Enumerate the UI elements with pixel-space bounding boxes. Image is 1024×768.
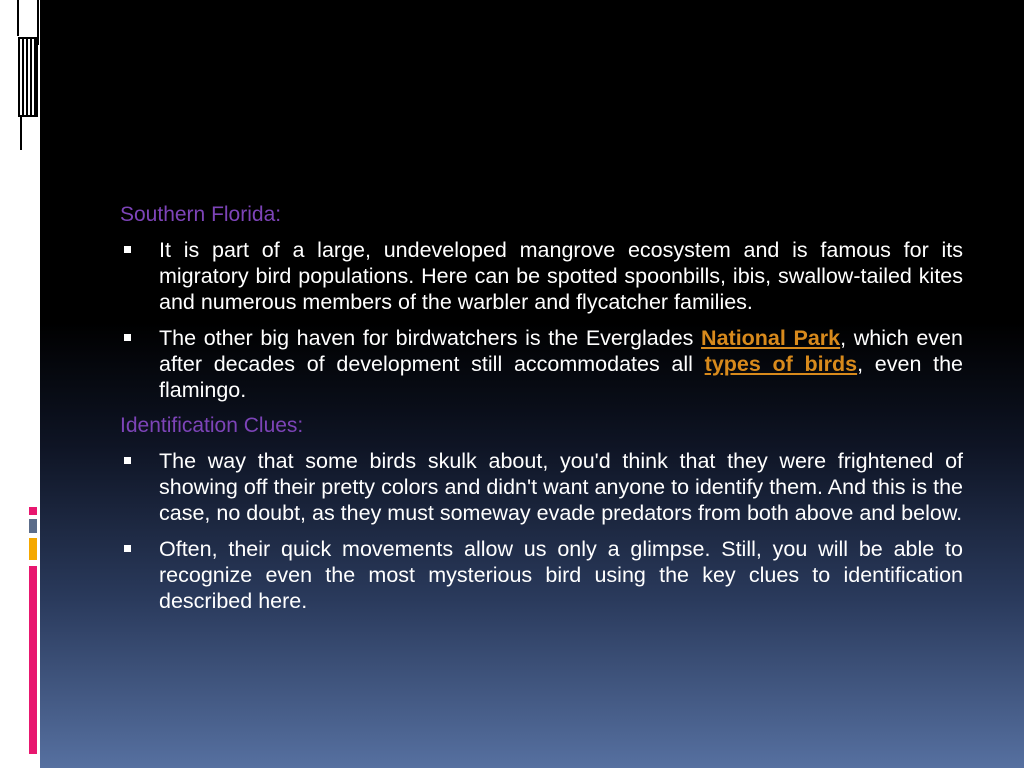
hyperlink[interactable]: types of birds	[704, 352, 858, 376]
bullet-text: The way that some birds skulk about, you'd think that they were frightened of showing off their pretty colors and didn't want anyone to identify them. And this is the case, no doubt, as they must someway evade predators from both above and below.	[159, 449, 963, 525]
accent-pink-top	[29, 507, 37, 515]
bullet-text: , even the flamingo.	[159, 352, 963, 402]
square-bullet-icon	[124, 545, 131, 552]
square-bullet-icon	[124, 457, 131, 464]
accent-pink-long	[29, 566, 37, 754]
bullet-item	[120, 325, 963, 403]
bullet-text: It is part of a large, undeveloped mangrove ecosystem and is famous for its migratory bird populations. Here can be spotted spoonbills, ibis, swallow-tailed kites and numerous members of the warbler and flycatcher families.	[159, 238, 963, 314]
left-decor-bar	[0, 0, 40, 768]
bullet-list	[120, 237, 963, 403]
bullet-item	[120, 536, 963, 614]
accent-slate	[29, 519, 37, 533]
decorative-lines	[0, 0, 40, 200]
bullet-item	[120, 237, 963, 315]
square-bullet-icon	[124, 246, 131, 253]
section-heading: Identification Clues:	[120, 414, 304, 437]
section-heading: Southern Florida:	[120, 203, 282, 226]
bullet-text: The other big haven for birdwatchers is the Everglades	[159, 326, 702, 350]
bullet-text: Often, their quick movements allow us only a glimpse. Still, you will be able to recognize even the most mysterious bird using the key clues to identification described here.	[159, 537, 963, 613]
bullet-item	[120, 448, 963, 526]
hyperlink[interactable]: National Park	[701, 326, 841, 350]
accent-yellow	[29, 538, 37, 560]
bullet-text: , which even after decades of development still accommodates all	[159, 326, 963, 376]
slide-content	[120, 202, 963, 624]
bullet-list	[120, 448, 963, 614]
square-bullet-icon	[124, 334, 131, 341]
